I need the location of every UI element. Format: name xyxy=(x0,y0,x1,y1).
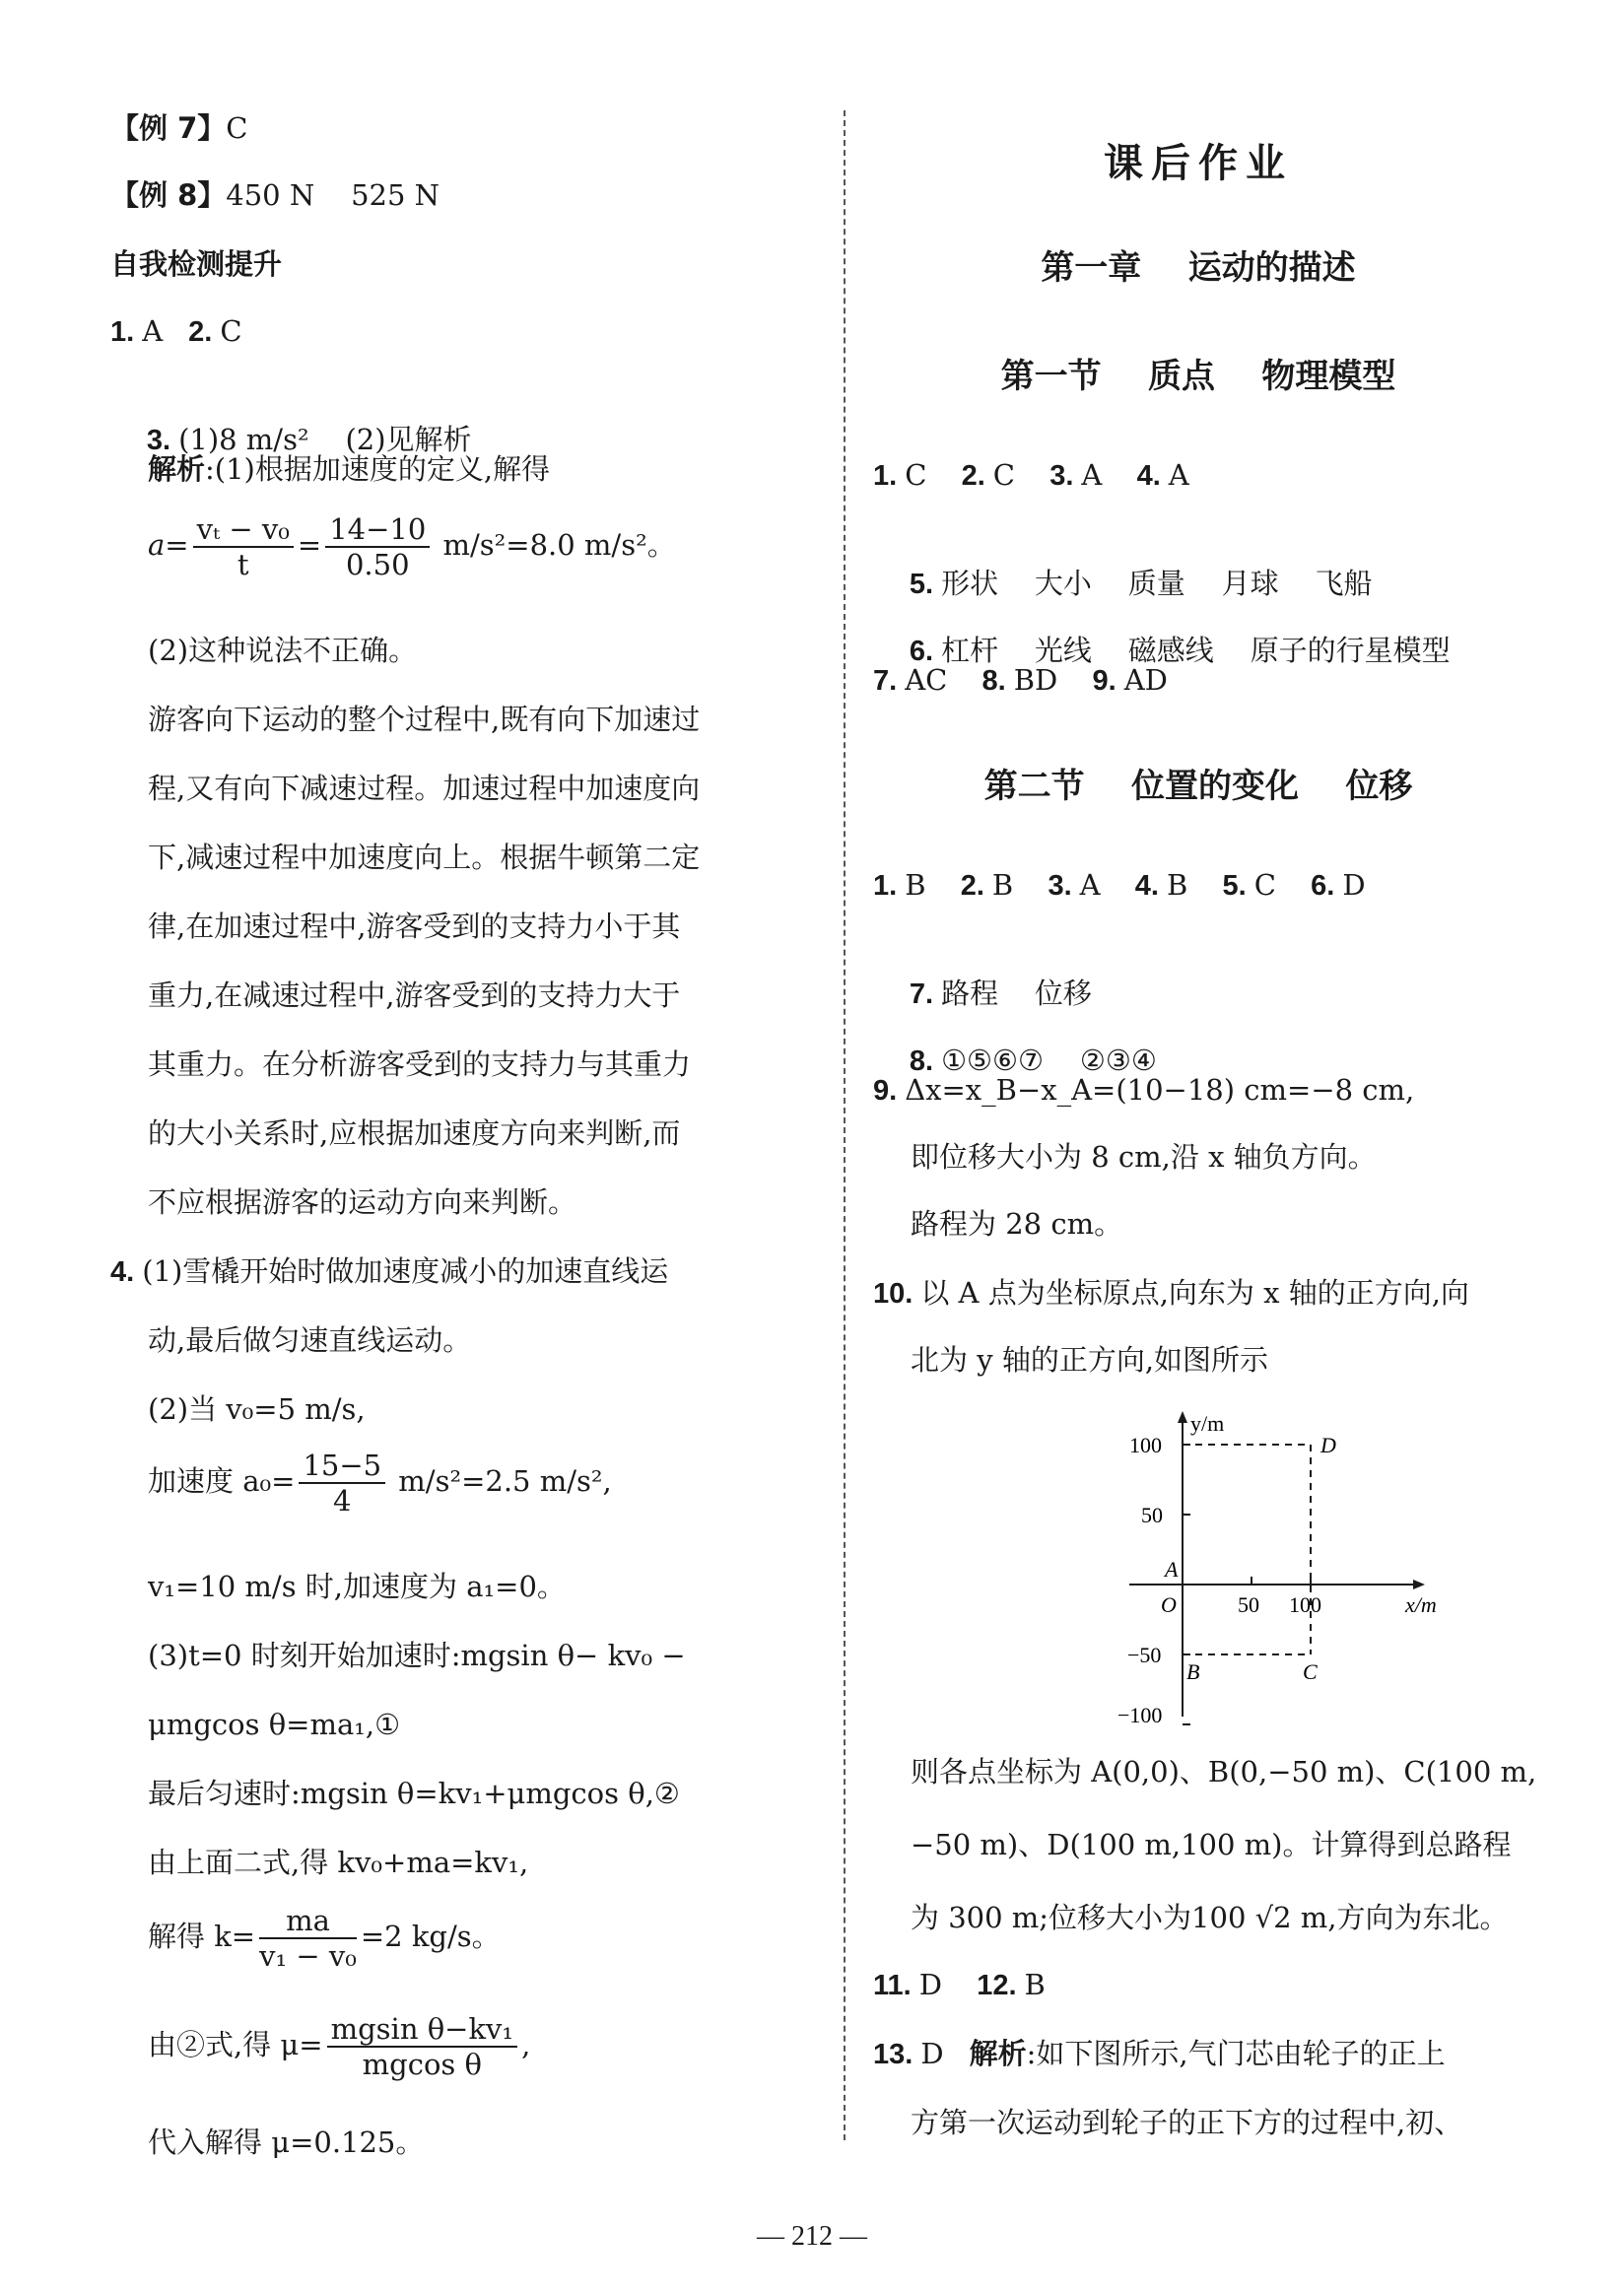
q4-line: (2)当 v₀=5 m/s, xyxy=(148,1392,366,1426)
q4-k-formula: 解得 k= $\frac{ma}{\text{v₁ − v₀}}$ =2 kg/s。 xyxy=(148,1904,501,1973)
origin-label: O xyxy=(1161,1592,1177,1617)
point-label: C xyxy=(1303,1659,1318,1684)
y-tick-label: −50 xyxy=(1127,1643,1162,1667)
q4-final: 代入解得 μ=0.125。 xyxy=(148,2125,425,2159)
section-title-self-test: 自我检测提升 xyxy=(110,247,283,281)
y-tick-label: 100 xyxy=(1129,1433,1162,1457)
fraction: $\frac{\text{mgsin θ−kv₁}}{\text{mgcos θ}}$ xyxy=(327,2012,517,2081)
q3-explanation-line: 重力,在减速过程中,游客受到的支持力大于 xyxy=(148,978,681,1012)
q3-part-2: (2)这种说法不正确。 xyxy=(148,634,418,667)
q3-explanation-line: 其重力。在分析游客受到的支持力与其重力 xyxy=(148,1047,692,1081)
q3-formula: a= $\frac{\text{vₜ − v₀}}{t}$ = $\frac{14-10}{0.50}$ m/s²=8.0 m/s²。 xyxy=(148,512,676,581)
fraction: $\frac{\text{vₜ − v₀}}{t}$ xyxy=(193,512,294,581)
s2-q13-line: 方第一次运动到轮子的正下方的过程中,初、 xyxy=(911,2106,1463,2139)
q3-explanation-line: 律,在加速过程中,游客受到的支持力小于其 xyxy=(148,910,681,943)
s2-q10-line: 则各点坐标为 A(0,0)、B(0,−50 m)、C(100 m, xyxy=(911,1755,1537,1788)
q3-explanation-line: 下,减速过程中加速度向上。根据牛顿第二定 xyxy=(148,841,701,874)
x-axis-arrow xyxy=(1413,1580,1425,1589)
s2-question-8: 8. ①⑤⑥⑦ ②③④ xyxy=(909,1044,1157,1077)
fraction: $\frac{14-10}{0.50}$ xyxy=(325,512,430,581)
s2-q9-line: 即位移大小为 8 cm,沿 x 轴负方向。 xyxy=(911,1140,1377,1174)
y-tick-label: −100 xyxy=(1117,1703,1163,1727)
question-3: 3. (1)8 m/s² (2)见解析 xyxy=(146,423,472,456)
chapter-heading: 第一章 运动的描述 xyxy=(1041,248,1356,288)
q4-line: μmgcos θ=ma₁,① xyxy=(148,1708,401,1741)
question-4: 4. (1)雪橇开始时做加速度减小的加速直线运 xyxy=(110,1254,669,1288)
s1-answer-row-7: 7. AC 8. BD 9. AD xyxy=(873,663,1168,697)
q4-line: 由上面二式,得 kv₀+ma=kv₁, xyxy=(148,1846,529,1879)
point-label: A xyxy=(1165,1557,1179,1582)
q4-line: v₁=10 m/s 时,加速度为 a₁=0。 xyxy=(148,1570,566,1603)
x-tick-label: 50 xyxy=(1238,1592,1259,1617)
q4-line: (3)t=0 时刻开始加速时:mgsin θ− kv₀ − xyxy=(148,1639,686,1672)
s1-answer-row: 1. C 2. C 3. A 4. A xyxy=(873,458,1189,492)
point-label: B xyxy=(1186,1659,1200,1684)
s2-question-10: 10. 以 A 点为坐标原点,向东为 x 轴的正方向,向 xyxy=(873,1276,1469,1310)
q3-explanation-line: 游客向下运动的整个过程中,既有向下加速过 xyxy=(148,703,701,736)
x-axis-label: x/m xyxy=(1405,1592,1437,1617)
q3-analysis: 解析:(1)根据加速度的定义,解得 xyxy=(148,452,551,486)
section-1-heading: 第一节 质点 物理模型 xyxy=(1000,357,1396,396)
s2-q10-line: 北为 y 轴的正方向,如图所示 xyxy=(911,1343,1269,1377)
q3-explanation-line: 程,又有向下减速过程。加速过程中加速度向 xyxy=(148,772,701,805)
q4-acceleration-formula: 加速度 a₀= $\frac{15-5}{4}$ m/s²=2.5 m/s², xyxy=(148,1449,612,1518)
s2-question-7: 7. 路程 位移 xyxy=(909,977,1092,1010)
q4-line: 最后匀速时:mgsin θ=kv₁+μmgcos θ,② xyxy=(148,1777,680,1810)
y-axis-arrow xyxy=(1178,1411,1187,1423)
s1-question-6: 6. 杠杆 光线 磁感线 原子的行星模型 xyxy=(909,634,1451,667)
homework-title: 课后作业 xyxy=(1104,140,1293,186)
fraction: $\frac{ma}{\text{v₁ − v₀}}$ xyxy=(259,1904,357,1973)
y-tick-label: 50 xyxy=(1141,1503,1163,1527)
q3-explanation-line: 的大小关系时,应根据加速度方向来判断,而 xyxy=(148,1116,681,1150)
s2-answer-row-11: 11. D 12. B xyxy=(873,1968,1046,2001)
s2-question-13: 13. D 解析:如下图所示,气门芯由轮子的正上 xyxy=(873,2037,1446,2070)
coordinate-diagram xyxy=(1117,1409,1458,1727)
example-8: 【例 8】450 N 525 N xyxy=(110,178,440,212)
point-label: D xyxy=(1320,1433,1336,1457)
s2-q10-line: 为 300 m;位移大小为100 √2 m,方向为东北。 xyxy=(911,1901,1509,1934)
section-2-heading: 第二节 位置的变化 位移 xyxy=(983,767,1413,806)
page-number: — 212 — xyxy=(757,2221,867,2252)
q4-mu-formula: 由②式,得 μ= $\frac{\text{mgsin θ−kv₁}}{\text{mgcos θ}}$ , xyxy=(148,2012,531,2081)
y-axis-label: y/m xyxy=(1190,1411,1225,1436)
q3-explanation-line: 不应根据游客的运动方向来判断。 xyxy=(148,1185,577,1219)
q4-line: 动,最后做匀速直线运动。 xyxy=(148,1323,472,1357)
s2-q9-line: 路程为 28 cm。 xyxy=(911,1207,1123,1241)
column-divider xyxy=(844,110,846,2140)
fraction: $\frac{15-5}{4}$ xyxy=(299,1449,385,1518)
example-7: 【例 7】C xyxy=(110,111,248,145)
x-tick-label: 100 xyxy=(1289,1592,1321,1617)
s2-q10-line: −50 m)、D(100 m,100 m)。计算得到总路程 xyxy=(911,1828,1512,1861)
s2-answer-row: 1. B 2. B 3. A 4. B 5. C 6. D xyxy=(873,868,1366,902)
s2-question-9: 9. Δx=x_B−x_A=(10−18) cm=−8 cm, xyxy=(873,1073,1415,1107)
answer-row-1-2: 1. A 2. C xyxy=(110,314,242,348)
s1-question-5: 5. 形状 大小 质量 月球 飞船 xyxy=(909,567,1373,600)
